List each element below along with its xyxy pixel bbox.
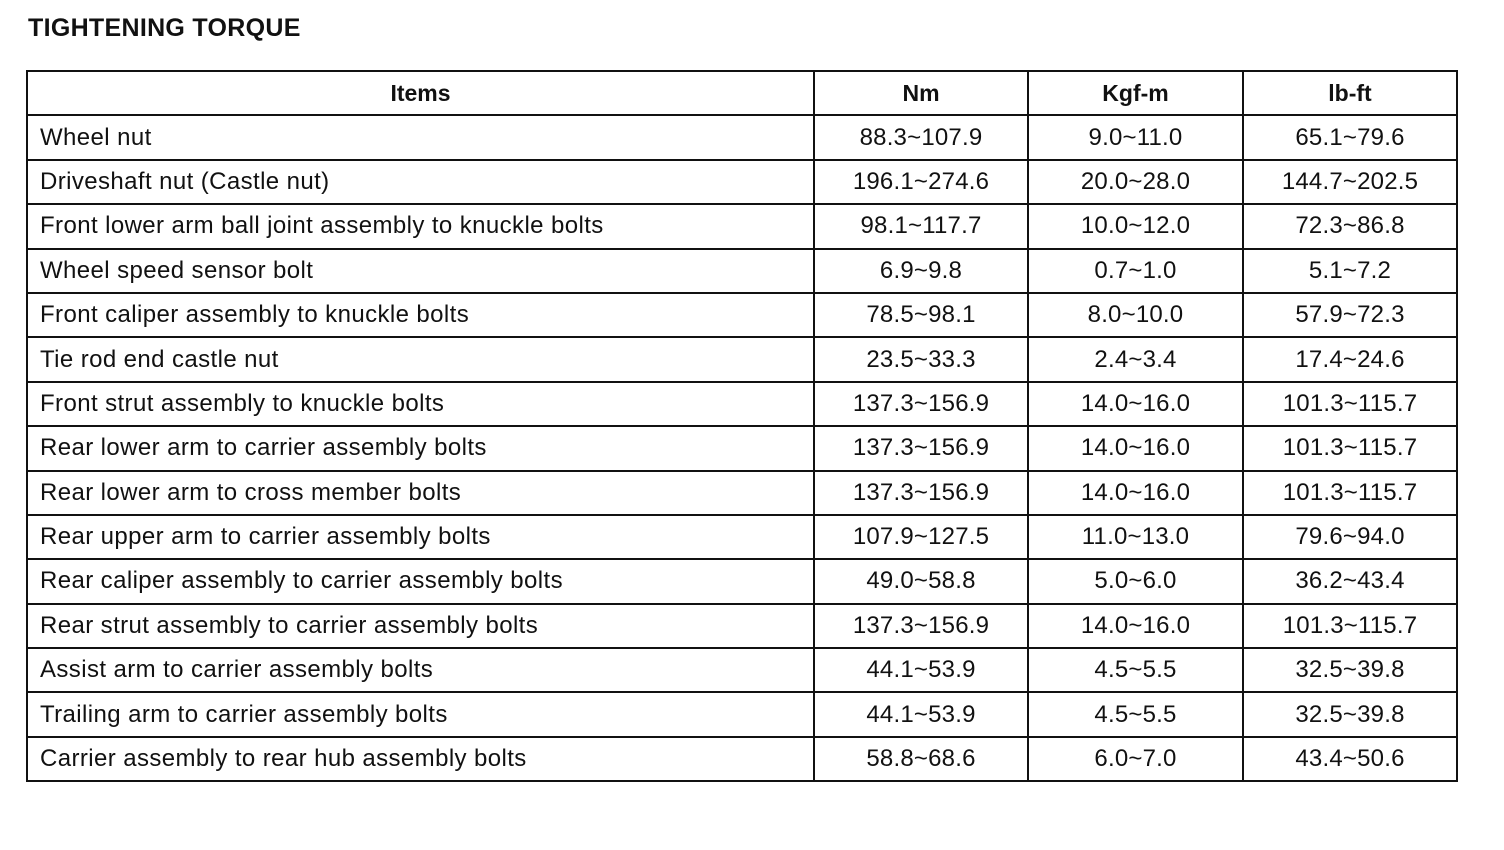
cell-kgf-m: 14.0~16.0 (1028, 471, 1243, 515)
cell-item: Carrier assembly to rear hub assembly bolts (27, 737, 814, 781)
cell-nm: 137.3~156.9 (814, 604, 1028, 648)
cell-lb-ft: 17.4~24.6 (1243, 337, 1457, 381)
cell-nm: 137.3~156.9 (814, 382, 1028, 426)
cell-nm: 78.5~98.1 (814, 293, 1028, 337)
cell-nm: 196.1~274.6 (814, 160, 1028, 204)
cell-item: Assist arm to carrier assembly bolts (27, 648, 814, 692)
table-row (27, 515, 1457, 559)
cell-kgf-m: 2.4~3.4 (1028, 337, 1243, 381)
header-lb-ft: lb-ft (1243, 71, 1457, 115)
header-row (27, 71, 1457, 115)
cell-lb-ft: 43.4~50.6 (1243, 737, 1457, 781)
table-row (27, 604, 1457, 648)
cell-kgf-m: 14.0~16.0 (1028, 604, 1243, 648)
table-row (27, 426, 1457, 470)
cell-lb-ft: 65.1~79.6 (1243, 115, 1457, 159)
header-nm: Nm (814, 71, 1028, 115)
cell-nm: 6.9~9.8 (814, 249, 1028, 293)
cell-kgf-m: 14.0~16.0 (1028, 426, 1243, 470)
cell-item: Tie rod end castle nut (27, 337, 814, 381)
cell-kgf-m: 14.0~16.0 (1028, 382, 1243, 426)
cell-lb-ft: 101.3~115.7 (1243, 426, 1457, 470)
cell-lb-ft: 5.1~7.2 (1243, 249, 1457, 293)
table-row (27, 471, 1457, 515)
cell-nm: 98.1~117.7 (814, 204, 1028, 248)
cell-kgf-m: 4.5~5.5 (1028, 692, 1243, 736)
cell-item: Rear lower arm to cross member bolts (27, 471, 814, 515)
cell-lb-ft: 72.3~86.8 (1243, 204, 1457, 248)
cell-kgf-m: 20.0~28.0 (1028, 160, 1243, 204)
cell-kgf-m: 9.0~11.0 (1028, 115, 1243, 159)
table-row (27, 204, 1457, 248)
table-row (27, 337, 1457, 381)
table-row (27, 737, 1457, 781)
header-kgf-m: Kgf-m (1028, 71, 1243, 115)
table-body (27, 115, 1457, 781)
table-header (27, 71, 1457, 115)
cell-item: Wheel speed sensor bolt (27, 249, 814, 293)
cell-item: Front caliper assembly to knuckle bolts (27, 293, 814, 337)
cell-nm: 88.3~107.9 (814, 115, 1028, 159)
cell-lb-ft: 32.5~39.8 (1243, 692, 1457, 736)
cell-item: Rear caliper assembly to carrier assembly bolts (27, 559, 814, 603)
cell-item: Rear upper arm to carrier assembly bolts (27, 515, 814, 559)
table-row (27, 692, 1457, 736)
cell-lb-ft: 101.3~115.7 (1243, 471, 1457, 515)
table-row (27, 648, 1457, 692)
table-row (27, 160, 1457, 204)
cell-kgf-m: 8.0~10.0 (1028, 293, 1243, 337)
cell-item: Trailing arm to carrier assembly bolts (27, 692, 814, 736)
cell-nm: 44.1~53.9 (814, 692, 1028, 736)
cell-item: Driveshaft nut (Castle nut) (27, 160, 814, 204)
cell-kgf-m: 11.0~13.0 (1028, 515, 1243, 559)
table-row (27, 559, 1457, 603)
cell-item: Front strut assembly to knuckle bolts (27, 382, 814, 426)
cell-kgf-m: 0.7~1.0 (1028, 249, 1243, 293)
cell-nm: 137.3~156.9 (814, 426, 1028, 470)
cell-lb-ft: 79.6~94.0 (1243, 515, 1457, 559)
cell-kgf-m: 5.0~6.0 (1028, 559, 1243, 603)
torque-table (26, 70, 1458, 782)
cell-lb-ft: 101.3~115.7 (1243, 382, 1457, 426)
cell-lb-ft: 32.5~39.8 (1243, 648, 1457, 692)
cell-nm: 58.8~68.6 (814, 737, 1028, 781)
cell-kgf-m: 4.5~5.5 (1028, 648, 1243, 692)
cell-kgf-m: 6.0~7.0 (1028, 737, 1243, 781)
cell-lb-ft: 101.3~115.7 (1243, 604, 1457, 648)
cell-nm: 23.5~33.3 (814, 337, 1028, 381)
cell-nm: 137.3~156.9 (814, 471, 1028, 515)
table-row (27, 382, 1457, 426)
cell-lb-ft: 144.7~202.5 (1243, 160, 1457, 204)
cell-lb-ft: 57.9~72.3 (1243, 293, 1457, 337)
table-row (27, 115, 1457, 159)
cell-item: Rear lower arm to carrier assembly bolts (27, 426, 814, 470)
table-row (27, 293, 1457, 337)
cell-item: Rear strut assembly to carrier assembly bolts (27, 604, 814, 648)
header-items: Items (27, 71, 814, 115)
cell-item: Wheel nut (27, 115, 814, 159)
cell-item: Front lower arm ball joint assembly to knuckle bolts (27, 204, 814, 248)
table-row (27, 249, 1457, 293)
cell-nm: 107.9~127.5 (814, 515, 1028, 559)
cell-kgf-m: 10.0~12.0 (1028, 204, 1243, 248)
cell-nm: 49.0~58.8 (814, 559, 1028, 603)
cell-nm: 44.1~53.9 (814, 648, 1028, 692)
page-title: TIGHTENING TORQUE (28, 14, 301, 42)
cell-lb-ft: 36.2~43.4 (1243, 559, 1457, 603)
